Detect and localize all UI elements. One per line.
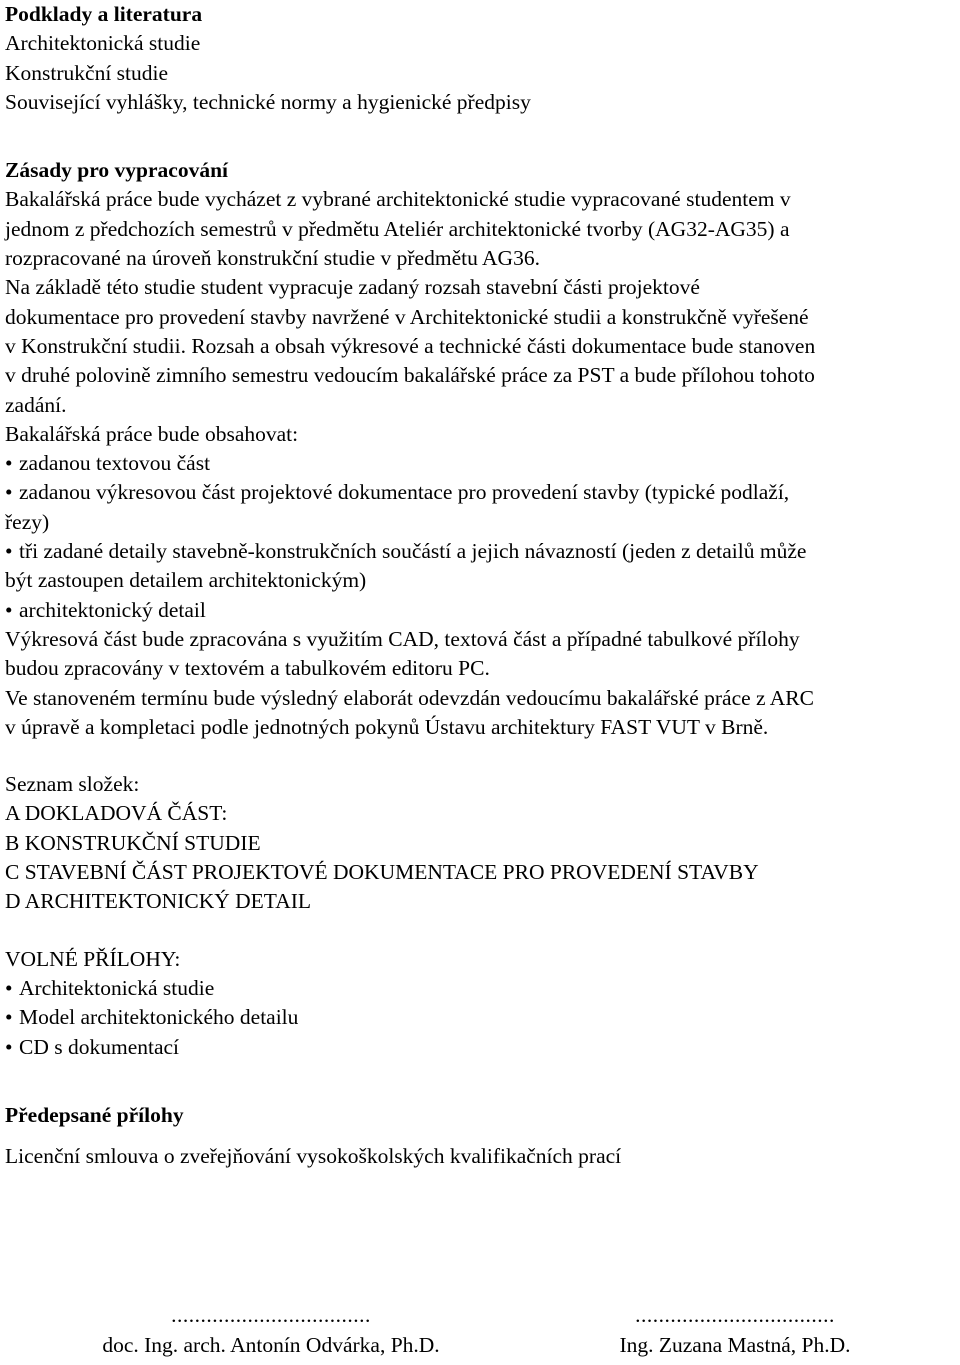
- list-item: • zadanou výkresovou část projektové dokumentace pro provedení stavby (typické podlaží,: [5, 478, 955, 507]
- zasady-line: rozpracované na úroveň konstrukční studie v předmětu AG36.: [5, 246, 540, 271]
- zasady-line: Na základě této studie student vypracuje zadaný rozsah stavební části projektové: [5, 275, 700, 300]
- slozka-item: D ARCHITEKTONICKÝ DETAIL: [5, 889, 312, 914]
- zasady-line: zadání.: [5, 392, 67, 417]
- signature-left: [72, 1300, 470, 1360]
- signature-right: [585, 1300, 885, 1360]
- section-heading-predepsane: Předepsané přílohy: [5, 1102, 184, 1127]
- slozka-item: C STAVEBNÍ ČÁST PROJEKTOVÉ DOKUMENTACE PRO PROVEDENÍ STAVBY: [5, 860, 759, 885]
- list-item-continuation: řezy): [5, 509, 50, 534]
- zasady-line: Bakalářská práce bude vycházet z vybrané architektonické studie vypracované studentem v: [5, 187, 791, 212]
- volne-prilohy-title: VOLNÉ PŘÍLOHY:: [5, 946, 181, 971]
- signature-dots: ..................................: [171, 1303, 371, 1327]
- slozka-item: B KONSTRUKČNÍ STUDIE: [5, 830, 261, 855]
- zasady-line: v druhé polovině zimního semestru vedoucím bakalářské práce za PST a bude přílohou tohoto: [5, 363, 815, 388]
- zasady-line: dokumentace pro provedení stavby navržené v Architektonické studii a konstrukčně vyřešené: [5, 304, 809, 329]
- zasady-line: Bakalářská práce bude obsahovat:: [5, 421, 299, 446]
- section-heading-podklady: Podklady a literatura: [5, 2, 203, 26]
- podklady-line: Konstrukční studie: [5, 60, 169, 85]
- signature-name: Ing. Zuzana Mastná, Ph.D.: [619, 1333, 851, 1357]
- seznam-slozek-title: Seznam složek:: [5, 772, 140, 797]
- list-item: • architektonický detail: [5, 596, 955, 625]
- predepsane-line: Licenční smlouva o zveřejňování vysokoškolských kvalifikačních prací: [5, 1144, 622, 1169]
- list-item: • Model architektonického detailu: [5, 1003, 955, 1032]
- zasady-line: v Konstrukční studii. Rozsah a obsah výkresové a technické části dokumentace bude stanoven: [5, 333, 816, 358]
- zasady-closing-line: Výkresová část bude zpracována s využitím CAD, textová část a případné tabulkové přílohy: [5, 626, 800, 651]
- podklady-line: Související vyhlášky, technické normy a hygienické předpisy: [5, 89, 531, 114]
- zasady-closing-line: v úpravě a kompletaci podle jednotných pokynů Ústavu architektury FAST VUT v Brně.: [5, 714, 769, 739]
- list-item: • Architektonická studie: [5, 974, 955, 1003]
- list-item: • CD s dokumentací: [5, 1033, 955, 1062]
- signature-dots: ..................................: [635, 1303, 835, 1327]
- document-page: [5, 0, 955, 1171]
- zasady-closing-line: budou zpracovány v textovém a tabulkovém editoru PC.: [5, 656, 490, 681]
- list-item-continuation: být zastoupen detailem architektonickým): [5, 568, 367, 593]
- zasady-line: jednom z předchozích semestrů v předmětu Ateliér architektonické tvorby (AG32-AG35) a: [5, 216, 790, 241]
- slozka-item: A DOKLADOVÁ ČÁST:: [5, 801, 228, 826]
- podklady-line: Architektonická studie: [5, 31, 201, 56]
- list-item: • tři zadané detaily stavebně-konstrukčních součástí a jejich návazností (jeden z detailů může: [5, 537, 955, 566]
- zasady-closing-line: Ve stanoveném termínu bude výsledný elaborát odevzdán vedoucímu bakalářské práce z ARC: [5, 685, 814, 710]
- list-item: • zadanou textovou část: [5, 449, 955, 478]
- section-heading-zasady: Zásady pro vypracování: [5, 158, 228, 183]
- signature-name: doc. Ing. arch. Antonín Odvárka, Ph.D.: [102, 1333, 440, 1357]
